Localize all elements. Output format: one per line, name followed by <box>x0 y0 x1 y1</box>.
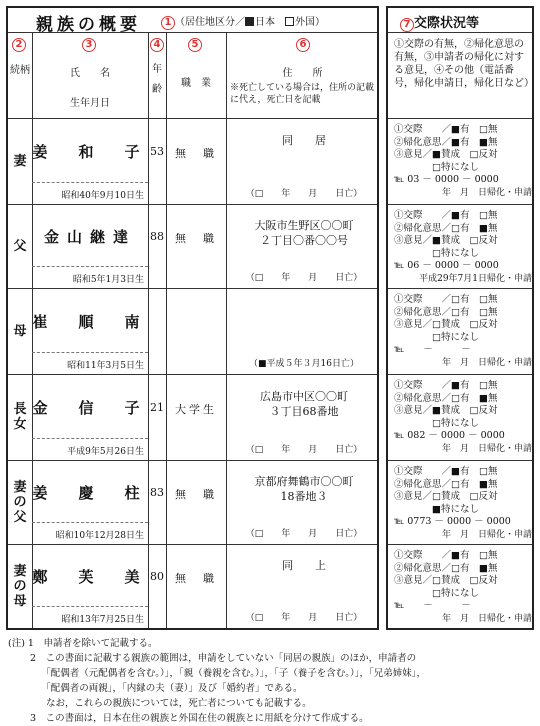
row-address-1: 大阪市生野区〇〇町 <box>254 219 354 232</box>
marker-3: 3 <box>82 38 96 52</box>
header-birth: 生年月日 <box>70 98 110 109</box>
row-death-date: （□ 年 月 日亡） <box>245 529 363 539</box>
row-death-date: （□ 年 月 日亡） <box>245 445 363 455</box>
naturalization-date-line: 年 月 日帰化・申請 <box>441 357 532 368</box>
no-opinion-line: □特になし <box>394 331 479 343</box>
row-divider <box>8 544 377 545</box>
cell-divider <box>32 438 148 439</box>
row-address-1: 同 上 <box>282 559 326 572</box>
page-title: 親族の概要 <box>36 15 141 35</box>
phone-line: ℡ 082 － 0000 － 0000 <box>394 430 505 441</box>
row-address-2: ３丁目68番地 <box>269 405 339 418</box>
row-death-date: （□ 年 月 日亡） <box>245 613 363 623</box>
contact-line: ①交際 ／■有 □無 <box>394 124 498 135</box>
cell-divider <box>32 182 148 183</box>
row-name: 鄭 芙 美 <box>32 568 148 586</box>
header-age: 年齢 <box>152 64 162 95</box>
marker-2: 2 <box>12 38 26 52</box>
phone-line: ℡ 03 － 0000 － 0000 <box>394 174 499 185</box>
row-death-date: （■平成５年３月16日亡） <box>249 359 359 369</box>
contact-line: ①交際 ／■有 □無 <box>394 466 498 477</box>
row-birth: 平成9年5月26日生 <box>67 447 144 457</box>
no-opinion-line: ■特になし <box>394 503 479 515</box>
note-1: (注) 1 申請者を除いて記載する。 <box>8 638 158 649</box>
row-address-1: 広島市中区〇〇町 <box>260 390 348 403</box>
side-row <box>394 550 532 625</box>
opinion-line: ③意見／■賛成 □反対 <box>394 149 498 160</box>
row-name: 姜 和 子 <box>32 143 148 161</box>
naturalization-date-line: 年 月 日帰化・申請 <box>441 613 532 624</box>
header-occupation: 職 業 <box>181 78 211 89</box>
foreign-label: 外国） <box>295 17 325 28</box>
row-divider <box>388 204 532 205</box>
phone-line: ℡ － － <box>394 600 471 611</box>
row-death-date: （□ 年 月 日亡） <box>245 273 363 283</box>
row-death-date: （□ 年 月 日亡） <box>245 189 363 199</box>
naturalization-date-line: 年 月 日帰化・申請 <box>441 443 532 454</box>
row-occupation: 大学生 <box>175 403 217 416</box>
phone-line: ℡ 06 － 0000 － 0000 <box>394 260 499 271</box>
row-birth: 昭和10年12月28日生 <box>55 531 144 541</box>
cell-divider <box>32 606 148 607</box>
row-birth: 昭和13年7月25日生 <box>61 615 144 625</box>
opinion-line: ③意見／□賛成 □反対 <box>394 491 498 502</box>
row-occupation: 無 職 <box>175 572 217 585</box>
note-4: 「配偶者の両親」，「内縁の夫（妻）」及び「婚約者」である。 <box>8 683 303 694</box>
no-opinion-line: □特になし <box>394 247 479 259</box>
naturalization-intent-line: ②帰化意思／□有 □無 <box>394 306 498 318</box>
naturalization-date-line: 平成29年7月1日帰化・申請 <box>419 273 532 284</box>
row-age: 53 <box>150 145 164 158</box>
row-address-1: 京都府舞鶴市〇〇町 <box>254 475 354 488</box>
naturalization-date-line: 年 月 日帰化・申請 <box>441 529 532 540</box>
cell-divider <box>32 522 148 523</box>
contact-line: ①交際 ／□有 □無 <box>394 294 498 305</box>
header-address: 住 所 <box>282 68 323 79</box>
opinion-line: ③意見／■賛成 □反対 <box>394 405 498 416</box>
checkbox-japan[interactable] <box>245 17 254 26</box>
header-name: 氏 名 <box>70 68 110 79</box>
row-address-2: ２丁目〇番〇〇号 <box>260 234 348 247</box>
naturalization-intent-line: ②帰化意思／□有 ■無 <box>394 562 498 574</box>
row-divider <box>388 118 532 119</box>
row-occupation: 無 職 <box>175 232 217 245</box>
row-relation: 妻の母 <box>13 563 27 609</box>
row-birth: 昭和5年1月3日生 <box>72 275 144 285</box>
naturalization-intent-line: ②帰化意思／■有 ■無 <box>394 136 498 148</box>
note-2: 2 この書面に記載する親族の範囲は，申請をしていない「同居の親族」のほか，申請者の <box>8 653 417 664</box>
side-row <box>394 124 532 199</box>
row-birth: 昭和11年3月5日生 <box>67 361 144 371</box>
naturalization-intent-line: ②帰化意思／□有 ■無 <box>394 222 498 234</box>
row-divider <box>388 374 532 375</box>
no-opinion-line: □特になし <box>394 587 479 599</box>
row-divider <box>8 460 377 461</box>
row-relation: 母 <box>13 323 27 339</box>
note-6: 3 この書面は，日本在住の親族と外国在住の親族とに用紙を分けて作成する。 <box>8 713 369 724</box>
checkbox-foreign[interactable] <box>285 17 294 26</box>
header-relation: 続柄 <box>10 65 30 76</box>
phone-line: ℡ － － <box>394 344 471 355</box>
col-divider <box>166 32 167 628</box>
phone-line: ℡ 0773 － 0000 － 0000 <box>394 516 511 527</box>
row-divider <box>8 204 377 205</box>
side-title: 7 交際状況等 <box>400 12 479 32</box>
cell-divider <box>32 266 148 267</box>
row-divider <box>8 288 377 289</box>
row-divider <box>388 544 532 545</box>
row-age: 83 <box>150 486 164 499</box>
row-relation: 父 <box>13 238 27 254</box>
marker-4: 4 <box>150 38 164 52</box>
footnotes <box>8 636 536 726</box>
row-name: 金 信 子 <box>32 399 148 417</box>
contact-line: ①交際 ／■有 □無 <box>394 550 498 561</box>
col-divider <box>148 32 149 628</box>
side-row <box>394 466 532 541</box>
row-name: 金山継達 <box>43 228 136 246</box>
marker-1: 1 <box>161 16 175 30</box>
contact-line: ①交際 ／■有 □無 <box>394 380 498 391</box>
row-relation: 妻の父 <box>13 479 27 525</box>
row-divider <box>8 118 377 119</box>
side-row <box>394 380 532 455</box>
marker-6: 6 <box>296 38 310 52</box>
row-address-2: 18番地３ <box>280 490 328 503</box>
residence-label: （居住地区分／ <box>175 17 245 28</box>
side-row <box>394 210 532 285</box>
row-name: 崔 順 南 <box>32 313 148 331</box>
row-age: 21 <box>150 401 164 414</box>
side-row <box>394 294 532 369</box>
row-birth: 昭和40年9月10日生 <box>61 191 144 201</box>
contact-status-panel <box>386 6 534 630</box>
marker-5: 5 <box>188 38 202 52</box>
row-divider <box>388 32 532 33</box>
relatives-table <box>6 6 379 630</box>
residence-selector <box>161 13 325 30</box>
naturalization-intent-line: ②帰化意思／□有 ■無 <box>394 392 498 404</box>
row-occupation: 無 職 <box>175 488 217 501</box>
note-5: なお，これらの親族については，死亡者についても記載する。 <box>8 698 312 709</box>
contact-line: ①交際 ／■有 □無 <box>394 210 498 221</box>
row-age: 88 <box>150 230 164 243</box>
row-relation: 妻 <box>13 153 27 169</box>
col-divider <box>226 32 227 628</box>
row-divider <box>388 288 532 289</box>
row-address-1: 同 居 <box>282 134 326 147</box>
side-note: ①交際の有無，②帰化意思の有無，③申請者の帰化に対する意見，④その他（電話番号，帰化申請日，帰化日など） <box>394 39 534 89</box>
no-opinion-line: □特になし <box>394 417 479 429</box>
marker-7: 7 <box>400 18 414 32</box>
row-age: 80 <box>150 570 164 583</box>
row-divider <box>8 374 377 375</box>
note-3: 「配偶者（元配偶者を含む。）」，「親（養親を含む。）」，「子（養子を含む。）」，「兄弟姉妹」， <box>8 668 427 679</box>
japan-label: 日本 <box>255 17 275 28</box>
address-note: ※死亡している場合は，住所の記載に代え，死亡日を記載 <box>230 83 375 105</box>
row-occupation: 無 職 <box>175 147 217 160</box>
opinion-line: ③意見／□賛成 □反対 <box>394 575 498 586</box>
row-name: 姜 慶 柱 <box>32 484 148 502</box>
naturalization-intent-line: ②帰化意思／□有 ■無 <box>394 478 498 490</box>
row-divider <box>388 460 532 461</box>
opinion-line: ③意見／□賛成 □反対 <box>394 319 498 330</box>
row-relation: 長女 <box>13 402 27 432</box>
naturalization-date-line: 年 月 日帰化・申請 <box>441 187 532 198</box>
no-opinion-line: □特になし <box>394 161 479 173</box>
opinion-line: ③意見／■賛成 □反対 <box>394 235 498 246</box>
cell-divider <box>32 352 148 353</box>
